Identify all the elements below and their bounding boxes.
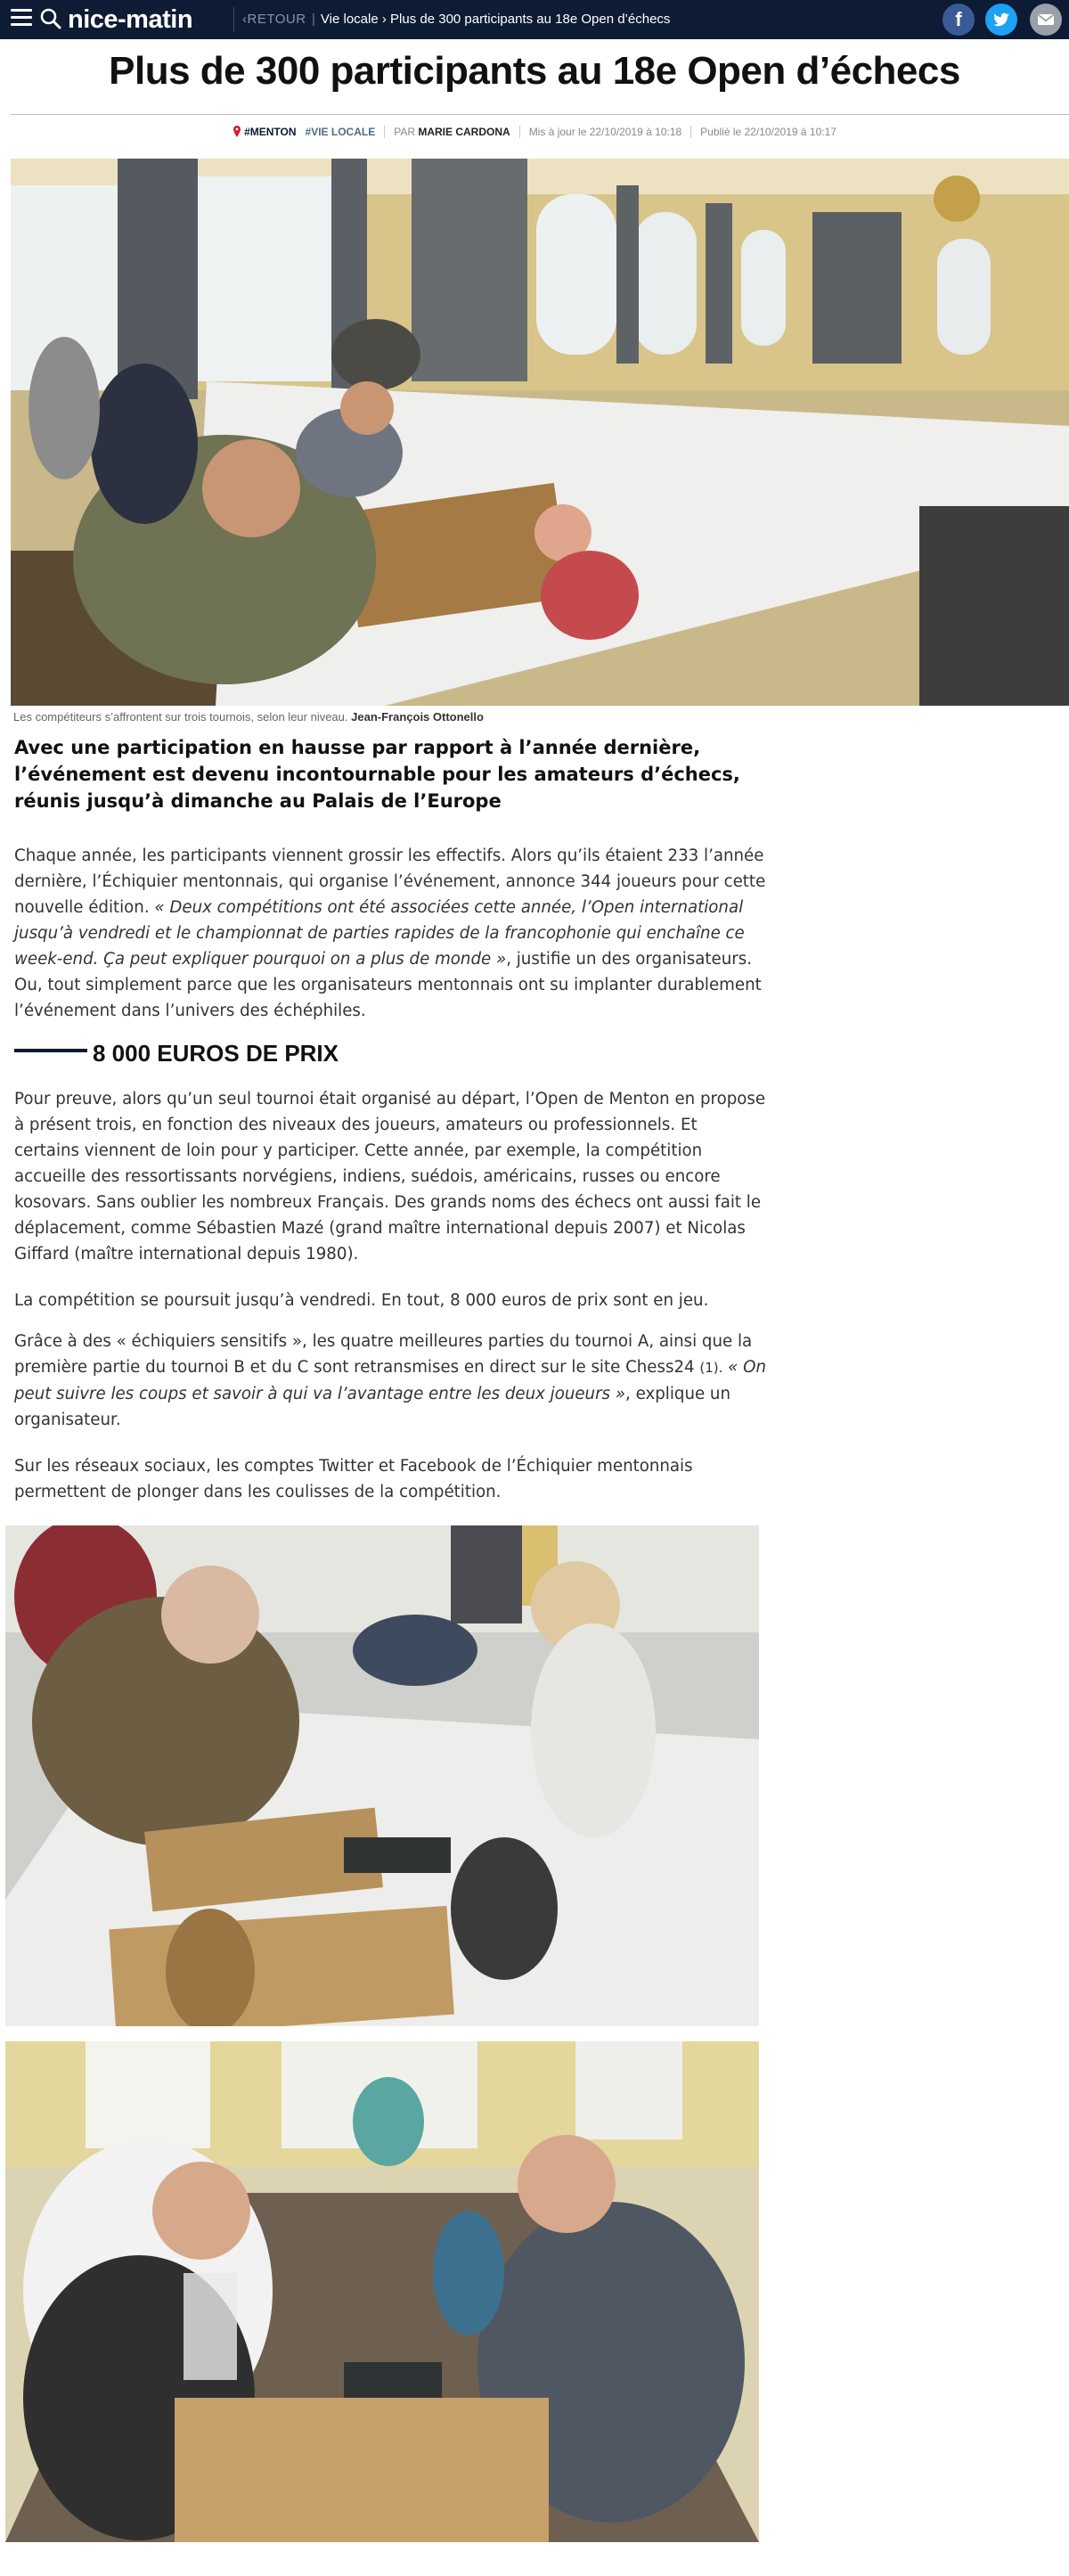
back-label: RETOUR (247, 12, 306, 27)
paragraph-4-text-start: Grâce à des « échiquiers sensitifs », les quatre meilleures parties du tournoi A, ainsi que la première partie du tournoi B et du C sont retransmises en direct sur le site Chess24 (14, 1332, 753, 1377)
site-logo[interactable]: nice-matin (68, 5, 193, 34)
article-paragraph-5: Sur les réseaux sociaux, les comptes Twitter et Facebook de l’Échiquier mentonnais permettent de plonger dans les coulisses de la compétition. (14, 1457, 693, 1501)
search-icon[interactable] (39, 7, 62, 30)
location-pin-icon (233, 126, 241, 137)
twitter-share-button[interactable] (985, 4, 1017, 36)
mail-icon (1030, 4, 1062, 36)
subtitle-accent-bar (14, 1049, 87, 1052)
section-tag-link[interactable]: #VIE LOCALE (305, 126, 376, 138)
meta-separator (384, 126, 385, 138)
by-label: PAR (394, 126, 415, 138)
subtitle-text: 8 000 EUROS DE PRIX (93, 1040, 339, 1067)
updated-date: Mis à jour le 22/10/2019 à 10:18 (528, 126, 682, 138)
paragraph-1-text-start: Chaque année, les participants viennent grossir les effectifs. Alors qu’ils étaient 233 l’année dernière, l’Échiquier mentonnais, qui organise l’événement, annonce 344 joueurs pour cette nouvelle édition. (14, 846, 766, 917)
twitter-icon (985, 4, 1017, 36)
photo-players-at-tables (5, 1525, 759, 2026)
title-divider (11, 114, 1069, 115)
top-navigation-bar (0, 0, 1069, 39)
meta-separator (519, 126, 520, 138)
page-title: Plus de 300 participants au 18e Open d’échecs (109, 49, 960, 93)
section-subtitle (14, 1035, 339, 1071)
meta-separator (690, 126, 691, 138)
breadcrumb (312, 0, 670, 39)
tournament-players-image (5, 2041, 759, 2542)
caption-text: Les compétiteurs s’affrontent sur trois tournois, selon leur niveau. (13, 710, 348, 724)
article-paragraph-1 (14, 843, 767, 1024)
facebook-icon: f (955, 8, 962, 30)
breadcrumb-section-link[interactable]: Vie locale (320, 12, 379, 27)
footnote-link[interactable]: (1). (699, 1360, 723, 1376)
article-paragraph-4 (14, 1329, 767, 1433)
chess-hall-image (11, 159, 1069, 706)
mail-share-button[interactable] (1030, 4, 1062, 36)
back-link[interactable] (242, 0, 306, 39)
article-paragraph-3: La compétition se poursuit jusqu’à vendredi. En tout, 8 000 euros de prix sont en jeu. (14, 1291, 709, 1310)
published-date: Publié le 22/10/2019 à 10:17 (700, 126, 836, 138)
facebook-share-button[interactable] (943, 4, 975, 36)
header-divider (233, 7, 234, 32)
breadcrumb-separator: › (381, 12, 387, 27)
main-photo-caption (13, 708, 484, 726)
breadcrumb-current: Plus de 300 participants au 18e Open d’échecs (390, 12, 671, 27)
menu-icon[interactable] (11, 9, 32, 29)
article-meta (0, 121, 1069, 143)
players-at-tables-image (5, 1525, 759, 2026)
breadcrumb-pipe: | (312, 12, 315, 27)
paragraph-1-text-end: , justifie un des organisateurs. Ou, tout simplement parce que les organisateurs mentonnais ont su implanter durablement l’événement dans l’univers des échéphiles. (14, 950, 762, 1020)
chevron-left-icon: ‹ (242, 12, 248, 27)
photo-tournament-players (5, 2041, 759, 2542)
paragraph-1-quote: « Deux compétitions ont été associées cette année, l’Open international jusqu’à vendredi et le championnat de parties rapides de la francophonie qui enchaîne ce week-end. Ça peut expliquer pourquoi on a plus de monde » (14, 898, 745, 969)
author-name: MARIE CARDONA (418, 126, 510, 138)
main-photo-chess-hall (11, 159, 1069, 706)
article-lead: Avec une participation en hausse par rapport à l’année dernière, l’événement est devenu incontournable pour les amateurs d’échecs, réunis jusqu’à dimanche au Palais de l’Europe (14, 737, 740, 812)
paragraph-4-quote: « On peut suivre les coups et savoir à qui va l’avantage entre les deux joueurs » (14, 1358, 767, 1403)
photo-credit: Jean-François Ottonello (351, 710, 484, 724)
location-tag-link[interactable]: #MENTON (244, 126, 297, 138)
paragraph-4-text-end: , explique un organisateur. (14, 1385, 730, 1429)
article-paragraph-2: Pour preuve, alors qu’un seul tournoi était organisé au départ, l’Open de Menton en propose à présent trois, en fonction des niveaux des joueurs, amateurs ou professionnels. Et certains viennent de loin pour y participer. Cette année, par exemple, la compétition accueille des ressortissants norvégiens, indiens, suédois, américains, russes ou encore kosovars. Sans oublier les nombreux Français. Des grands noms des échecs ont aussi fait le déplacement, comme Sébastien Mazé (grand maître international depuis 2007) et Nicolas Giffard (maître international depuis 1980). (14, 1090, 766, 1263)
